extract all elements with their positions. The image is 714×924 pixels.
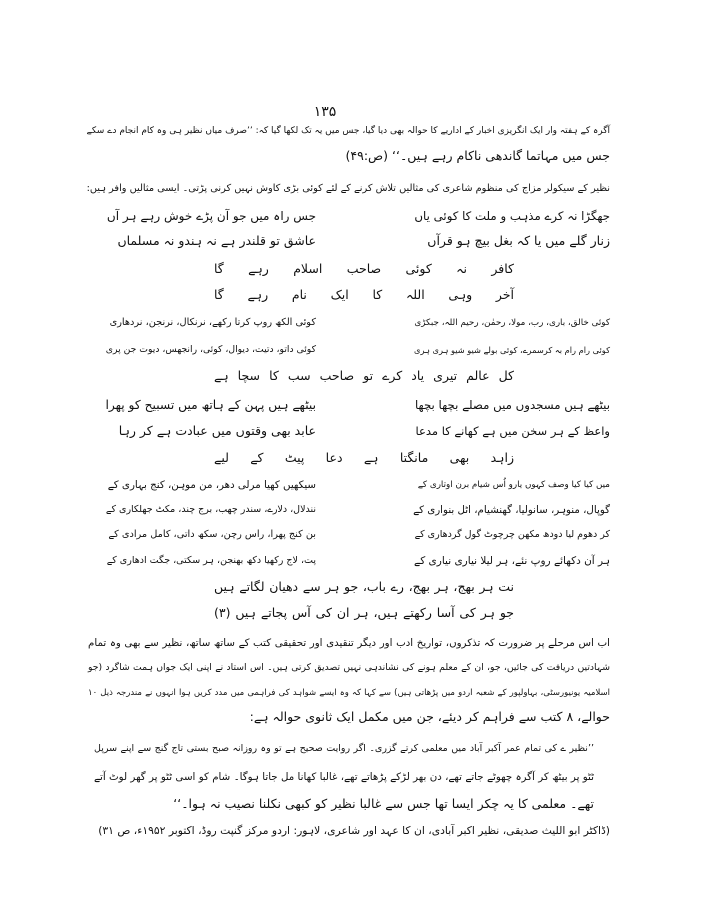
verse1-1-right: جس راہ میں جو آن پڑے خوش رہے ہر آں xyxy=(106,209,316,223)
verse3-2-right: عابد بھی وقتوں میں عبادت ہے کر رہا xyxy=(118,423,316,438)
verse4-3-right: بن کنج پھرا، راس رچن، سکھ داتی، کامل مرادی کے xyxy=(108,529,316,540)
verse2-1-left: کوئی خالق، باری، رب، مولا، رحمٰن، رحیم اللہ، جبکڑی xyxy=(414,318,610,328)
verse4-2-right: نندلال، دلارے، سندر چھب، برج چند، مکٹ جھلکاری کے xyxy=(105,504,316,515)
citation: (ڈاکٹر ابو اللیث صدیقی، نظیر اکبر آبادی، ان کا عہد اور شاعری، لاہور: اردو مرکز گنپت روڈ، اکتوبر ۱۹۵۲ء، ص ۳۱) xyxy=(98,824,610,837)
para1-line-2: جس میں مہاتما گاندھی ناکام رہے ہیں۔‘‘ (ص:۴۹) xyxy=(345,148,610,163)
para1-line-1: آگرہ کے ہفتہ وار ایک انگریزی اخبار کے اداریے کا حوالہ بھی دیا گیا، جس میں یہ تک لکھا گیا کہ: ’’صرف میاں نظیر ہی وہ کام انجام دے سکے xyxy=(86,126,610,136)
verse3-center: زاہد بھی مانگتا ہے دعا پیٹ کے لیے xyxy=(214,450,514,465)
verse1-2-left: زنار گلے میں یا کہ بغل بیچ ہو قرآں xyxy=(427,233,610,248)
verse1-2-right: عاشق تو قلندر ہے نہ ہندو نہ مسلماں xyxy=(117,233,316,248)
verse2-center: کل عالم تیری یاد کرے تو صاحب سب کا سچا ہے xyxy=(214,368,514,383)
verse4-2-left: گوپال، منوہر، سانولیا، گھنشیام، اٹل بنواری کے xyxy=(413,504,610,516)
intro-line: نظیر کے سیکولر مزاج کی منظوم شاعری کی مثالیں تلاش کرنے کے لئے کوئی بڑی کاوش نہیں کرنی پڑتی۔ ایسی مثالیں وافر ہیں: xyxy=(86,183,610,194)
quote-line-1: ’’نظیر ے کی تمام عمر آکبر آباد میں معلمی کرتے گزری۔ اگر روایت صحیح ہے تو وہ روزانہ صبح بستی تاج گنج سے اپنے سرپل xyxy=(94,743,594,754)
verse2-2-right: کوئی داتو، دتیت، دیوال، کوئی، رانجھس، دیوت جن پری xyxy=(105,344,316,355)
verse3-2-left: واعظ کے ہر سخن میں ہے کھانے کا مدعا xyxy=(415,424,610,438)
para2-line-3: اسلامیہ یونیورسٹی، بہاولپور کے شعبہ اردو میں پڑھاتی ہیں) سے کہا کہ وہ ایسے شواہد کی فراہمی میں مدد کریں ہوا انہوں نے مندرجہ ذیل ۱۰ xyxy=(88,688,610,698)
quote-line-2: ٹٹو پر بیٹھ کر آگرہ چھوٹے جاتے تھے، دن بھر لڑکے پڑھاتے تھے، غالبا کھانا مل جاتا ہوگا۔ شام کو اسی ٹٹو پر گھر لوٹ آتے xyxy=(94,771,594,783)
verse4-4-left: ہر آن دکھائے روپ نئے، ہر لیلا نیاری نیاری کے xyxy=(414,555,610,567)
verse4-4-right: پت، لاج رکھیا دکھ بھنجن، ہر سکتی، جگت ادھاری کے xyxy=(106,555,316,566)
para2-line-2: شہادتیں دریافت کی جائیں، جو، ان کے معلم ہونے کی نشاندہی نہیں تصدیق کرتی ہیں۔ اس استاد نے اپنی ایک جواں ہمت شاگرد (جو xyxy=(88,662,610,673)
verse2-1-right: کوئی الکھ روپ کرتا رکھے، نرنکال، نرنجن، نردھاری xyxy=(109,317,316,328)
verse4-3-left: کر دھوم لیا دودھ مکھن چرچوٹ گول گردھاری کے xyxy=(414,529,610,540)
verse1-1-left: جھگڑا نہ کرے مذہب و ملت کا کوئی یاں xyxy=(414,209,610,223)
page-number: ۱۳۵ xyxy=(313,104,337,120)
verse4-center-1: نت ہر بھج، ہر بھج، رے باب، جو ہر سے دھیان لگاتے ہیں xyxy=(214,579,514,594)
quote-line-3: تھے۔ معلمی کا یہ چکر ایسا تھا جس سے غالبا نظیر کو کبھی نکلنا نصیب نہ ہوا۔‘‘ xyxy=(173,796,594,811)
verse4-1-left: میں کیا کیا وصف کہوں یارو اُس شیام برن اوتاری کے xyxy=(417,480,610,490)
verse1-center-2: آخر وہی اللہ کا ایک نام رہے گا xyxy=(214,287,514,302)
verse1-center-1: کافر نہ کوئی صاحب اسلام رہے گا xyxy=(214,261,514,276)
para2-line-4: حوالے، ۸ کتب سے فراہم کر دیئے، جن میں مکمل ایک ثانوی حوالہ ہے: xyxy=(249,709,610,724)
para2-line-1: اب اس مرحلے پر ضرورت کہ تذکروں، تواریخ ادب اور دیگر تنقیدی اور تحقیقی کتب کے ساتھ ساتھ، نظیر سے بھی وہ تمام xyxy=(88,637,610,649)
verse2-2-left: کوئی رام رام بہ کرسمرے، کوئی بولے شیو شیو ہری ہری xyxy=(414,345,610,355)
verse4-center-2: جو ہر کی آسا رکھتے ہیں، ہر ان کی آس پجاتے ہیں (۳) xyxy=(214,605,514,620)
verse4-1-right: سیکھیں کھیا مرلی دھر، من موہن، کنج بہاری کے xyxy=(107,479,316,491)
verse3-1-left: بیٹھے ہیں مسجدوں میں مصلے بچھا بچھا xyxy=(414,398,610,412)
verse3-1-right: بیٹھے ہیں پہن کے ہاتھ میں تسبیح کو پھرا xyxy=(105,398,316,412)
